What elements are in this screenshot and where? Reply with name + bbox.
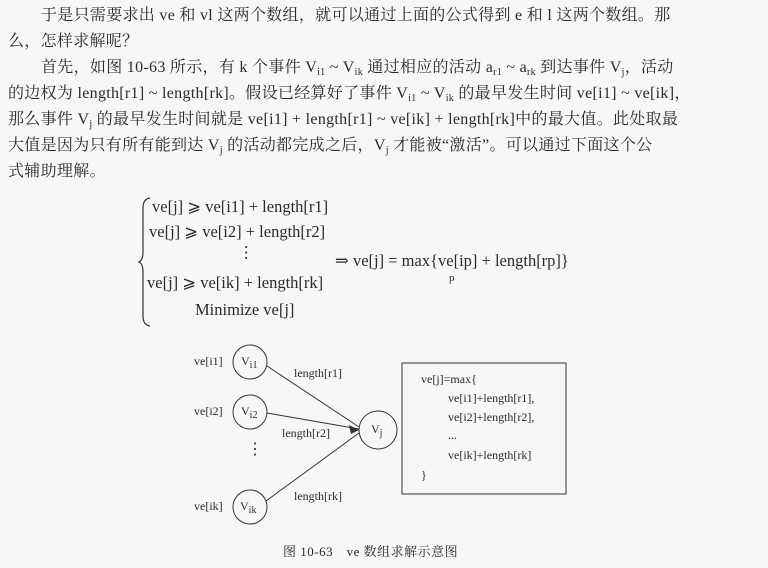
figure-caption: 图 10-63 ve 数组求解示意图 (283, 544, 459, 559)
text-line: 于是只需要求出 ve 和 vl 这两个数组，就可以通过上面的公式得到 e 和 l 这两个数组。那 (41, 7, 671, 24)
box-line: ve[j]=max{ (421, 372, 477, 386)
box-line: } (421, 468, 427, 482)
max-subscript: p (449, 272, 455, 284)
text-line: 的边权为 length[r1] ~ length[rk]。假设已经算好了事件 $V_{i1}$ ~ $V_{ik}$ 的最早发生时间 ve[i1] ~ ve[ik]， (8, 85, 691, 104)
node-value-label: ve[ik] (194, 499, 223, 513)
node-label-vi1: $V_{i1}$ (241, 354, 258, 371)
text-line: 么，怎样求解呢？ (8, 33, 139, 50)
formula-row: Minimize ve[j] (195, 300, 295, 319)
text-line: 首先，如图 10-63 所示，有 k 个事件 $V_{i1}$ ~ $V_{ik}$ 通过相应的活动 $a_{r1}$ ~ $a_{rk}$ 到达事件 $V_j$，活动 (41, 59, 674, 78)
text-line: 大值是因为只有所有能到达 $V_j$ 的活动都完成之后，$V_j$ 才能被“激活”。可以通过下面这个公 (8, 137, 653, 156)
box-line: ve[ik]+length[rk] (448, 448, 532, 462)
text-line: 那么事件 $V_j$ 的最早发生时间就是 ve[i1] + length[r1] ~ ve[ik] + length[rk]中的最大值。此处取最 (8, 111, 679, 130)
box-line: ve[i2]+length[r2], (448, 410, 535, 424)
formula-vdots: ⋮ (238, 243, 255, 262)
node-value-label: ve[i2] (194, 404, 223, 418)
node-label-vik: $V_{ik}$ (240, 499, 257, 516)
vdots: ⋮ (247, 441, 263, 458)
edge-label: length[r2] (282, 426, 330, 440)
formula-row: ve[j] ⩾ ve[i2] + length[r2] (149, 222, 326, 241)
edge-label: length[rk] (294, 489, 342, 503)
box-line: ve[i1]+length[r1], (448, 391, 535, 405)
node-label-vi2: $V_{i2}$ (241, 404, 258, 421)
formula-row: ve[j] ⩾ ve[ik] + length[rk] (147, 273, 324, 292)
formula-result: ⇒ ve[j] = max{ve[ip] + length[rp]} (335, 251, 569, 270)
node-value-label: ve[i1] (194, 354, 223, 368)
node-label-vj: $V_j$ (371, 422, 383, 439)
formula-row: ve[j] ⩾ ve[i1] + length[r1] (152, 197, 329, 216)
box-line: ... (448, 428, 457, 442)
edge-label: length[r1] (294, 366, 342, 380)
text-line: 式辅助理解。 (8, 163, 106, 180)
